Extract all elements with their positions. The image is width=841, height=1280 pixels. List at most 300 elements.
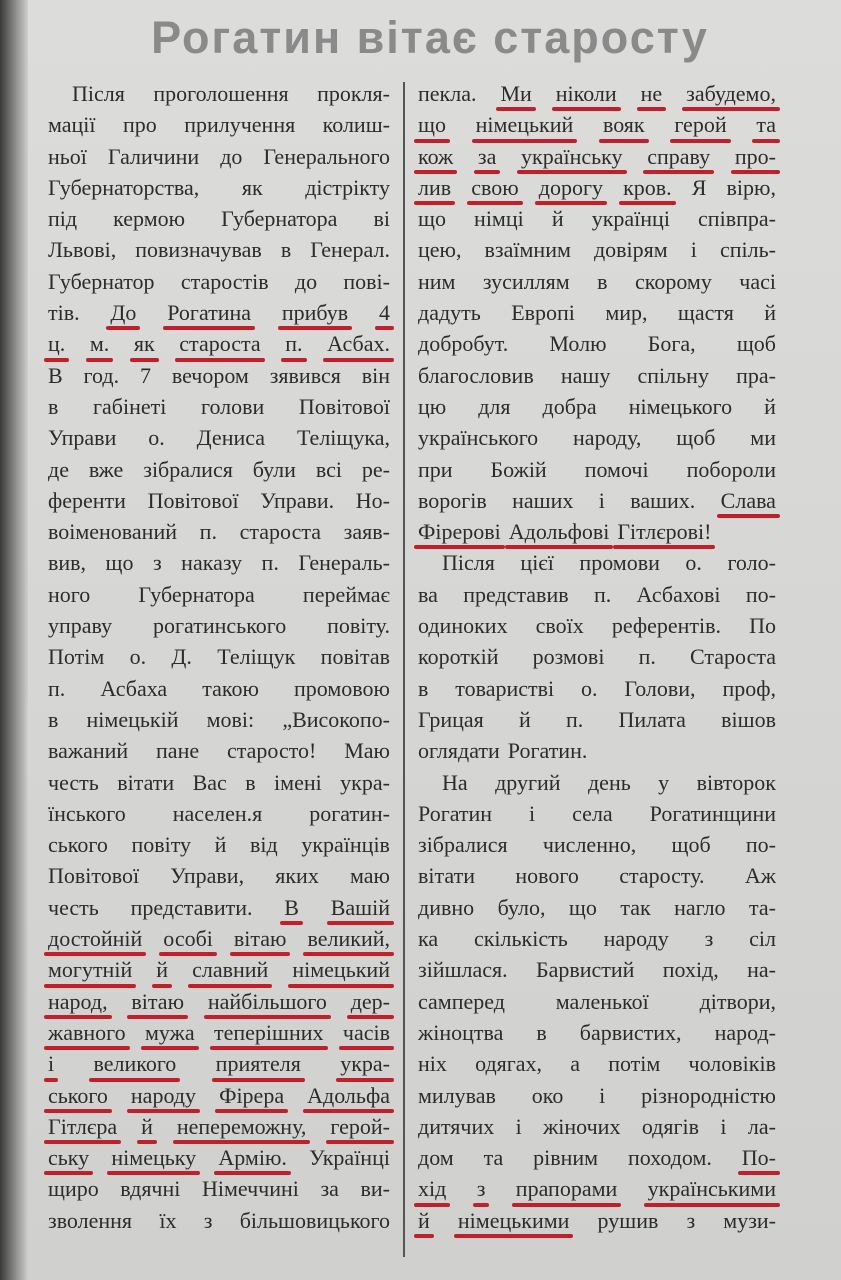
text-line (48, 829, 390, 860)
word: Губернатор (48, 268, 155, 294)
text-line (418, 516, 776, 547)
word: рівним (533, 1145, 599, 1171)
text-line (418, 485, 776, 516)
underlined-word: Фірерові (418, 516, 501, 547)
word: Губернатора (138, 581, 255, 607)
text-line (418, 892, 776, 923)
word: одиноких (418, 613, 508, 639)
word: повіту. (327, 613, 390, 639)
word: під (48, 206, 78, 232)
word: більшовицького (239, 1207, 390, 1233)
word: у (658, 769, 670, 795)
text-line (418, 360, 776, 391)
word: наших (512, 487, 574, 513)
text-line (48, 141, 390, 172)
underlined-word: найбільшого (208, 986, 327, 1017)
text-line (418, 1048, 776, 1079)
word: повітав (320, 644, 390, 670)
underlined-word: й (141, 1111, 153, 1142)
underlined-word: непереможну, (177, 1111, 307, 1142)
text-line (48, 172, 390, 203)
text-line (48, 1080, 390, 1111)
word: промовою (294, 675, 390, 701)
word: старосту. (619, 863, 705, 889)
word: Теліщука, (296, 425, 390, 451)
word: голо- (727, 550, 776, 576)
underlined-word: ського (48, 1080, 108, 1111)
word: в (418, 675, 429, 701)
word: представив (463, 581, 569, 607)
text-line (418, 641, 776, 672)
word: Рогатин (418, 800, 493, 826)
word: цею, (418, 237, 462, 263)
word: „Високопо- (282, 706, 390, 732)
text-line (48, 109, 390, 140)
word: були (252, 456, 296, 482)
text-line (418, 234, 776, 265)
underlined-word: Рогатина (167, 297, 251, 328)
text-line (418, 610, 776, 641)
word: вечором (171, 362, 249, 388)
word: Губернатора (221, 206, 338, 232)
text-line (48, 767, 390, 798)
text-line (48, 485, 390, 516)
word: Повітової (48, 863, 140, 889)
word: взаїмним (484, 237, 571, 263)
word: за (320, 1176, 339, 1202)
word: старосто! (226, 738, 317, 764)
text-line (48, 1142, 390, 1173)
word: він (361, 362, 390, 388)
word: з (704, 926, 714, 952)
text-line (48, 1017, 390, 1048)
word: що (418, 206, 446, 232)
text-line (48, 860, 390, 891)
word: ного (48, 581, 91, 607)
word: ференти (48, 487, 126, 513)
underlined-word: великого (93, 1048, 176, 1079)
text-line (418, 579, 776, 610)
word: українці (591, 206, 670, 232)
underlined-word: народ, (48, 986, 108, 1017)
word: На (442, 769, 468, 795)
word: народу (603, 926, 669, 952)
underlined-word: До (110, 297, 136, 328)
word: такою (202, 675, 259, 701)
underlined-word: п. (285, 328, 302, 359)
word: народу, (573, 425, 642, 451)
right-column (418, 78, 776, 1236)
word: при (418, 456, 453, 482)
word: Маю (344, 738, 390, 764)
word: Після (72, 81, 125, 106)
underlined-word: вітаю (234, 923, 287, 954)
word: чоловіків (688, 1051, 776, 1077)
underlined-word: Гітлєрові! (617, 516, 711, 547)
word: голови (200, 393, 265, 419)
word: Губернаторства, (48, 174, 200, 200)
word: переймає (302, 581, 390, 607)
word: воіменований (48, 519, 177, 545)
word: Повітової (298, 393, 390, 419)
word: Управи, (170, 863, 245, 889)
word: зявився (269, 362, 341, 388)
word: в (48, 393, 59, 419)
underlined-word: дер- (351, 986, 390, 1017)
word: нагло (674, 894, 726, 920)
word: цю (418, 393, 447, 419)
text-line (418, 798, 776, 829)
text-line (48, 735, 390, 766)
word: год. (83, 362, 120, 388)
word: Галичини (107, 143, 200, 169)
underlined-word: м. (90, 328, 109, 359)
text-line (418, 704, 776, 735)
word: наказу (181, 550, 243, 576)
word: спільну (637, 362, 709, 388)
word: ського (48, 832, 108, 858)
text-line (418, 923, 776, 954)
word: промови (579, 550, 660, 576)
word: ва (418, 581, 438, 607)
underlined-word: По- (742, 1142, 776, 1173)
word: зусиллям (482, 268, 570, 294)
word: Грицая (418, 706, 484, 732)
word: помочі (584, 456, 649, 482)
word: старостів (180, 268, 269, 294)
word: по- (745, 581, 776, 607)
underlined-word: вояк (603, 109, 645, 140)
word: німці (474, 206, 524, 232)
text-line (48, 203, 390, 234)
word: дом (418, 1145, 454, 1171)
text-line (418, 422, 776, 453)
word: п. (638, 644, 656, 670)
word: другий (495, 769, 561, 795)
word: і (529, 800, 536, 826)
text-line (48, 1205, 390, 1236)
text-line (418, 454, 776, 485)
text-line (48, 923, 390, 954)
text-line (48, 641, 390, 672)
text-line (418, 986, 776, 1017)
word: 7 (139, 362, 151, 388)
underlined-word: особі (163, 923, 213, 954)
underlined-word: укра- (340, 1048, 390, 1079)
word: і (599, 1082, 606, 1108)
word: день (587, 769, 631, 795)
word: на- (747, 957, 776, 983)
word: потім (608, 1051, 661, 1077)
word: Українці (309, 1145, 390, 1171)
word: По (749, 613, 776, 639)
word: для (478, 393, 511, 419)
underlined-word: народу (131, 1080, 196, 1111)
word: німецькій (86, 706, 179, 732)
word: проф, (722, 675, 776, 701)
word: око (531, 1082, 564, 1108)
text-line (418, 1017, 776, 1048)
word: Асбахові (636, 581, 721, 607)
underlined-word: достойній (48, 923, 142, 954)
word: й (764, 300, 776, 326)
word: як (241, 174, 263, 200)
word: і (690, 237, 697, 263)
word: вітати (117, 769, 175, 795)
word: Аж (744, 863, 776, 889)
word: мові: (206, 706, 255, 732)
text-line (418, 1111, 776, 1142)
underlined-word: й (418, 1205, 430, 1236)
word: ворогів (418, 487, 487, 513)
word: габінеті (93, 393, 167, 419)
word: українців (301, 832, 390, 858)
underlined-word: з (477, 1173, 486, 1204)
text-line (48, 360, 390, 391)
word: п. (261, 550, 279, 576)
word: самперед (418, 988, 505, 1014)
underlined-word: німецькими (458, 1205, 570, 1236)
word: тів. (48, 300, 80, 326)
word: Потім (48, 644, 105, 670)
word: щиро (48, 1176, 99, 1202)
word: щастя (677, 300, 734, 326)
word: Теліщук (217, 644, 296, 670)
word: Львові, (48, 237, 117, 263)
word: пові- (343, 268, 390, 294)
text-line (48, 1173, 390, 1204)
underlined-word: Асбах. (327, 328, 390, 359)
word: їнського (48, 800, 126, 826)
word: дадуть (418, 300, 481, 326)
underlined-word: про- (735, 141, 776, 172)
word: що (105, 550, 134, 576)
word: добра (542, 393, 597, 419)
underlined-word: ц. (48, 328, 65, 359)
word: дітвори, (699, 988, 776, 1014)
word: Генерального (263, 143, 390, 169)
word: В (48, 362, 63, 388)
underlined-word: Вашій (331, 892, 390, 923)
underlined-word: Армію. (218, 1142, 287, 1173)
word: ві (373, 206, 390, 232)
word: жіночих (543, 1113, 621, 1139)
text-line (48, 798, 390, 829)
word: ми (750, 425, 776, 451)
text-line (48, 986, 390, 1017)
underlined-word: Гітлєра (48, 1111, 117, 1142)
text-line (418, 860, 776, 891)
underlined-word: за (478, 141, 496, 172)
underlined-word: ську (48, 1142, 89, 1173)
word: товаристві (455, 675, 555, 701)
underlined-word: і (48, 1048, 54, 1079)
underlined-word: славний (192, 954, 268, 985)
text-line (418, 78, 776, 109)
text-line (418, 767, 776, 798)
word: своїх (535, 613, 584, 639)
underlined-word: забудемо, (686, 78, 776, 109)
word: і (515, 1113, 522, 1139)
word: в (48, 706, 59, 732)
word: о. (129, 644, 147, 670)
underlined-word: дорогу (539, 172, 603, 203)
word: і (598, 487, 605, 513)
word: численно, (542, 832, 637, 858)
word: Барвистий (535, 957, 635, 983)
text-line (418, 673, 776, 704)
word: Рогатинщини (649, 800, 776, 826)
word: оглядати (418, 738, 500, 764)
word: одягах, (475, 1051, 543, 1077)
word: вже (88, 456, 124, 482)
text-line (48, 704, 390, 735)
underlined-word: кров. (623, 172, 672, 203)
word: їх (159, 1207, 177, 1233)
word: Голови, (624, 675, 696, 701)
underlined-word: мужа (145, 1017, 195, 1048)
underlined-word: ніколи (556, 78, 617, 109)
word: п. (565, 706, 584, 732)
word: дитячих (418, 1113, 495, 1139)
word: вірю, (726, 174, 776, 200)
word: Асбаха (100, 675, 168, 701)
word: в (597, 268, 608, 294)
word: й (214, 832, 227, 858)
word: колиш- (322, 112, 390, 138)
text-line (418, 829, 776, 860)
column-divider (403, 82, 405, 1257)
word: яких (275, 863, 319, 889)
word: Після (442, 550, 495, 576)
underlined-word: Слава (721, 485, 776, 516)
word: маю (350, 863, 390, 889)
underlined-word: жавного (48, 1017, 126, 1048)
underlined-word: часів (343, 1017, 390, 1048)
underlined-word: теперішних (214, 1017, 324, 1048)
word: дивно (418, 894, 475, 920)
underlined-word: справу (647, 141, 710, 172)
word: Бога, (647, 331, 696, 357)
text-line (48, 547, 390, 578)
word: милував (418, 1082, 496, 1108)
word: ре- (361, 456, 390, 482)
text-line (418, 391, 776, 422)
underlined-word: староста (179, 328, 260, 359)
word: ваших. (630, 487, 696, 513)
text-line (48, 1111, 390, 1142)
word: Генерал. (310, 237, 390, 263)
text-line (418, 172, 776, 203)
word: де (48, 456, 69, 482)
word: від (250, 832, 278, 858)
word: скількість (473, 926, 568, 952)
text-line (48, 610, 390, 641)
word: походом. (627, 1145, 712, 1171)
text-line (418, 547, 776, 578)
word: Управи. (260, 487, 335, 513)
word: сіл (749, 926, 776, 952)
word: похід, (662, 957, 719, 983)
underlined-word: й (156, 954, 168, 985)
text-line (418, 1205, 776, 1236)
word: Генераль- (298, 550, 390, 576)
word: населен.я (172, 800, 263, 826)
text-line (48, 391, 390, 422)
word: ніх (418, 1051, 447, 1077)
word: нашу (560, 362, 611, 388)
word: честь (48, 769, 99, 795)
word: Божій (490, 456, 547, 482)
word: до (220, 143, 243, 169)
word: часі (739, 268, 776, 294)
word: ви- (360, 1176, 390, 1202)
word: та (483, 1145, 504, 1171)
underlined-word: лив (418, 172, 451, 203)
text-line (48, 1048, 390, 1079)
underlined-word: не (641, 78, 663, 109)
word: скорому (634, 268, 712, 294)
word: німецького (628, 393, 733, 419)
word: кермою (113, 206, 186, 232)
word: одягів (641, 1113, 700, 1139)
underlined-word: Ми (500, 78, 531, 109)
text-line (418, 1080, 776, 1111)
word: п. (593, 581, 612, 607)
text-line (48, 78, 390, 109)
word: в (245, 769, 256, 795)
underlined-word: німецький (292, 954, 390, 985)
text-line (418, 328, 776, 359)
word: Дениса (196, 425, 266, 451)
word: проголошення (153, 81, 289, 106)
left-column (48, 78, 390, 1236)
word: пане (156, 738, 200, 764)
word: ка (418, 926, 439, 952)
underlined-word: Фірера (219, 1080, 284, 1111)
word: вдячні (120, 1176, 181, 1202)
word: благословив (418, 362, 534, 388)
word: пекла. (418, 81, 477, 106)
word: в (280, 237, 292, 263)
word: рогатин- (309, 800, 390, 826)
underlined-word: німецький (476, 109, 574, 140)
word: й (518, 706, 531, 732)
word: всі (315, 456, 342, 482)
underlined-word: великий, (307, 923, 390, 954)
word: о. (685, 550, 702, 576)
word: що (568, 894, 597, 920)
word: зійшлася. (418, 957, 508, 983)
underlined-word: Адольфові (509, 516, 610, 547)
word: Молю (549, 331, 607, 357)
underlined-word: Адольфа (307, 1080, 390, 1111)
word: співпра- (698, 206, 776, 232)
word: щоб (676, 425, 716, 451)
text-line (48, 516, 390, 547)
word: повизначував (135, 237, 262, 263)
word: староста (239, 519, 321, 545)
word: спіль- (719, 237, 776, 263)
text-line (48, 422, 390, 453)
word: маленької (555, 988, 649, 1014)
word: пра- (736, 362, 776, 388)
word: заяв- (343, 519, 390, 545)
text-line (418, 203, 776, 234)
text-line (48, 892, 390, 923)
word: референтів. (611, 613, 722, 639)
word: о. (581, 675, 598, 701)
